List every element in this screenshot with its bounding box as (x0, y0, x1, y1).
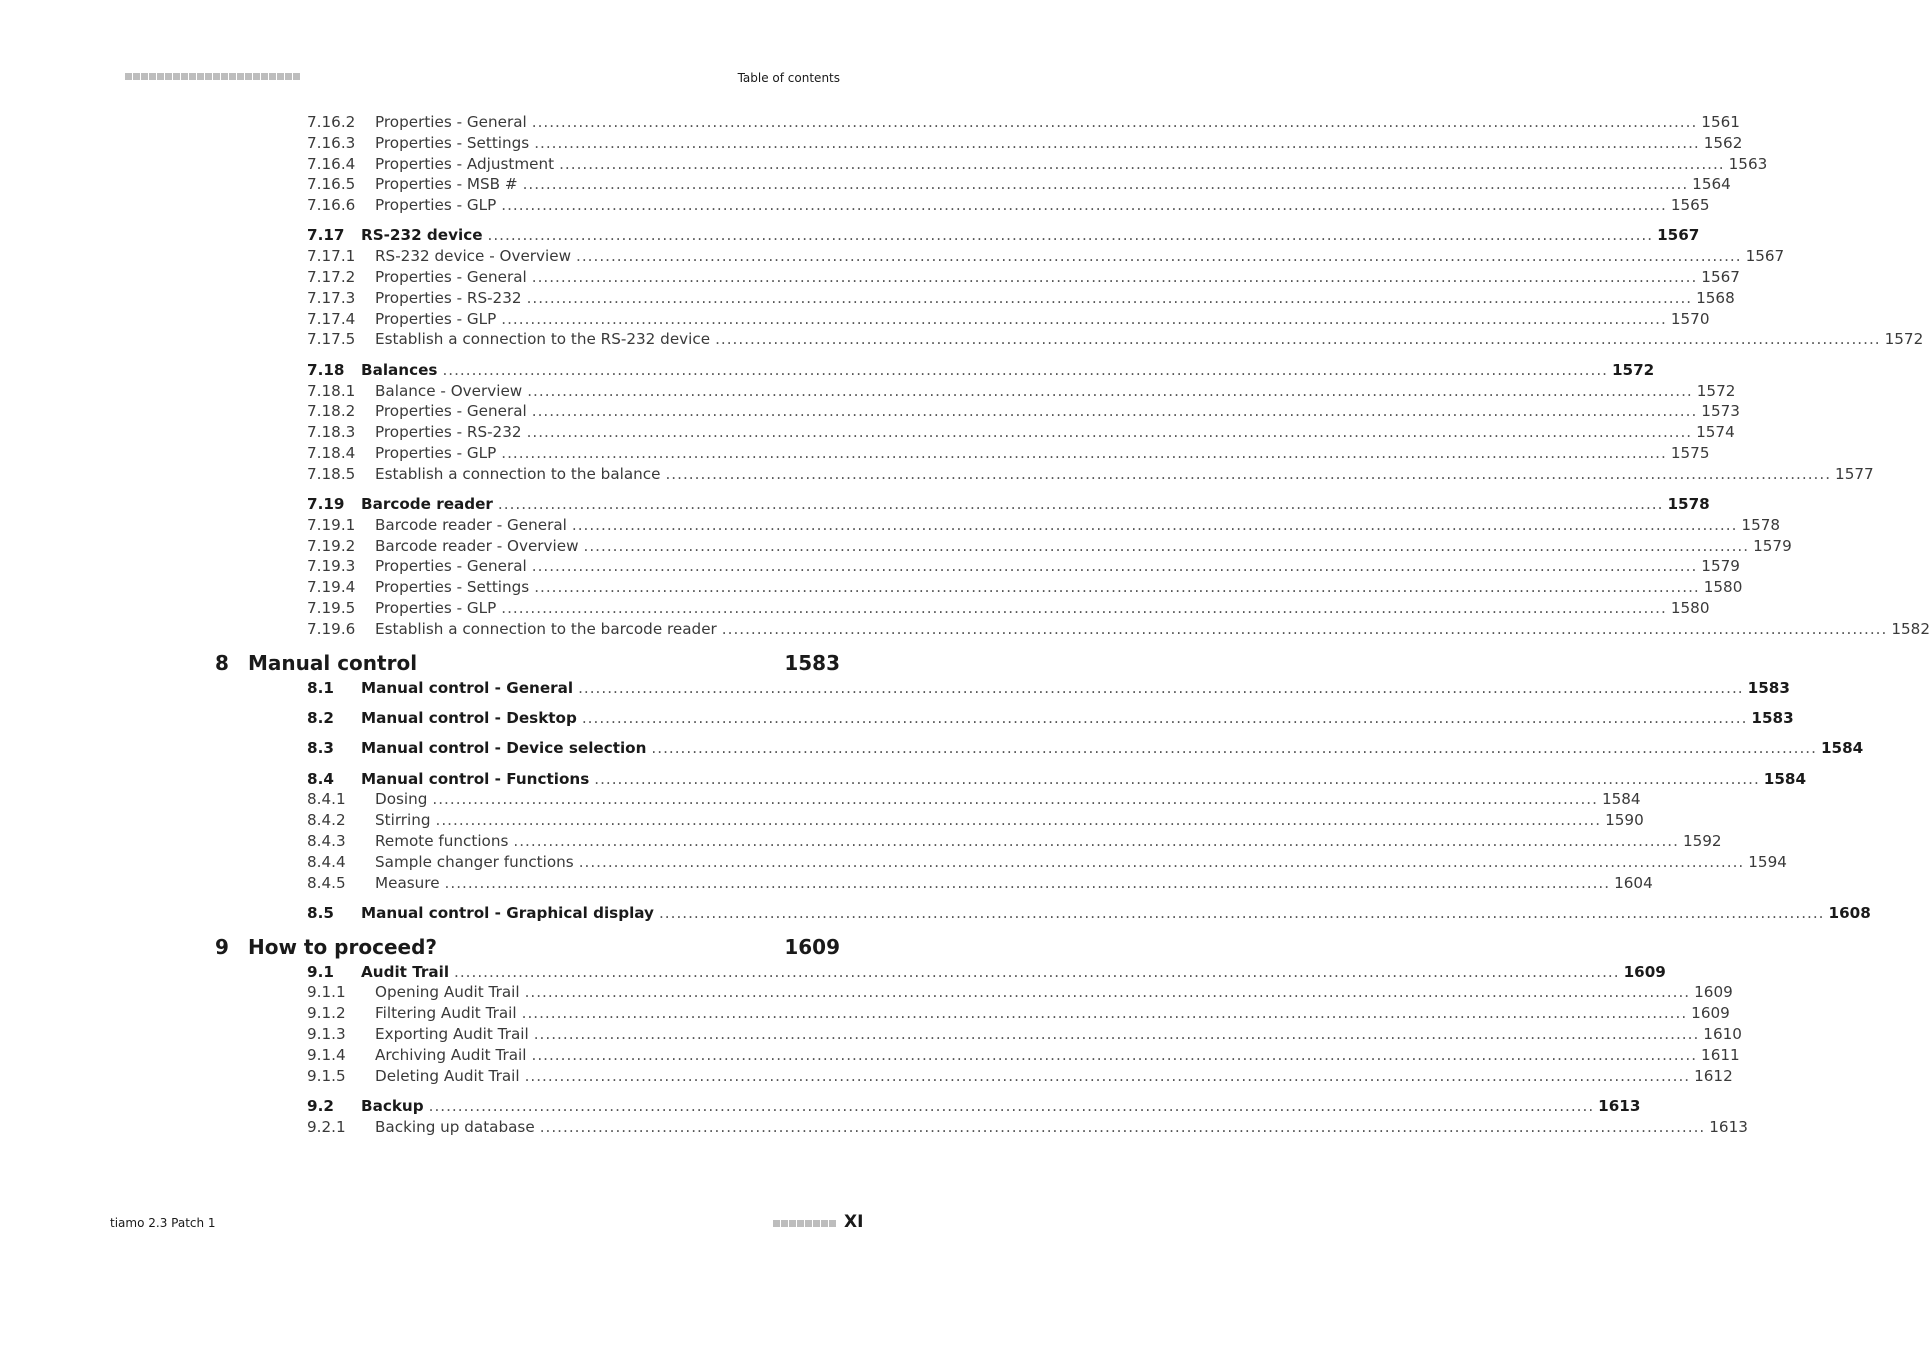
toc-entry-number: 7.19.6 (307, 619, 356, 638)
toc-entry-number: 7.18.5 (307, 464, 356, 483)
toc-section[interactable] (0, 769, 1807, 791)
toc-entry-title: Establish a connection to the RS-232 device (375, 330, 715, 348)
toc-dot-leader: ........................................................................................................................................................................................................ (432, 790, 1598, 809)
toc-subsection[interactable] (0, 175, 1731, 196)
toc-entry-page: 1579 (1697, 557, 1740, 575)
toc-subsection[interactable] (0, 557, 1740, 578)
toc-entry-title: RS-232 device - Overview (375, 247, 576, 265)
toc-subsection[interactable] (0, 1024, 1742, 1046)
toc-entry-number: 7.17 (307, 226, 345, 245)
toc-dot-leader: ........................................................................................................................................................................................................ (526, 288, 1693, 307)
toc-dot-leader: ........................................................................................................................................................................................................ (534, 133, 1700, 152)
footer-page-number: XI (844, 1212, 864, 1232)
toc-entry-page: 1583 (1744, 679, 1790, 697)
toc-dot-leader: ........................................................................................................................................................................................................ (578, 678, 1744, 697)
toc-dot-leader: ........................................................................................................................................................................................................ (428, 1096, 1595, 1115)
toc-section[interactable] (0, 962, 1666, 984)
toc-entry-title: Manual control - Functions (361, 770, 594, 788)
toc-entry-page: 1570 (1667, 310, 1710, 328)
toc-entry-title: Archiving Audit Trail (375, 1046, 532, 1064)
toc-dot-leader: ........................................................................................................................................................................................................ (526, 423, 1693, 442)
toc-entry-number: 7.17.3 (307, 288, 356, 307)
toc-entry-number: 8.1 (307, 678, 334, 697)
toc-subsection[interactable] (0, 1066, 1733, 1088)
toc-entry-title: Barcode reader - General (375, 516, 572, 534)
toc-dot-leader: ........................................................................................................................................................................................................ (487, 226, 1654, 245)
toc-subsection[interactable] (0, 1045, 1740, 1067)
toc-entry-number: 9.1 (307, 962, 334, 981)
toc-entry-page: 1567 (1653, 226, 1699, 244)
toc-dot-leader: ........................................................................................................................................................................................................ (658, 903, 1825, 922)
toc-subsection[interactable] (0, 247, 1785, 268)
toc-entry-page: 1594 (1744, 853, 1787, 871)
toc-dot-leader: ........................................................................................................................................................................................................ (581, 708, 1748, 727)
toc-subsection[interactable] (0, 599, 1710, 620)
table-of-contents (0, 113, 1930, 1138)
toc-entry-page: 1580 (1700, 578, 1743, 596)
toc-entry-title: Properties - GLP (375, 310, 501, 328)
toc-entry-number: 8.5 (307, 903, 334, 922)
toc-dot-leader: ........................................................................................................................................................................................................ (513, 831, 1679, 850)
toc-dot-leader: ........................................................................................................................................................................................................ (531, 557, 1698, 576)
toc-entry-number: 8.3 (307, 739, 334, 758)
toc-entry-number: 8.4.3 (307, 831, 346, 850)
toc-chapter-title: Manual control (248, 650, 418, 675)
toc-chapter-title: How to proceed? (248, 934, 438, 959)
toc-entry-number: 7.16.6 (307, 196, 356, 215)
toc-dot-leader: ........................................................................................................................................................................................................ (531, 113, 1698, 131)
toc-entry-number: 8.2 (307, 708, 334, 727)
toc-entry-page: 1584 (1598, 790, 1641, 808)
toc-subsection[interactable] (0, 423, 1735, 444)
toc-dot-leader: ........................................................................................................................................................................................................ (534, 578, 1700, 597)
footer-decoration (773, 1220, 836, 1227)
toc-entry-page: 1575 (1667, 444, 1710, 462)
toc-entry-page: 1564 (1688, 175, 1731, 193)
toc-subsection[interactable] (0, 133, 1743, 155)
toc-dot-leader: ........................................................................................................................................................................................................ (444, 873, 1611, 892)
toc-entry-page: 1565 (1667, 196, 1710, 214)
toc-entry-number: 7.18.4 (307, 443, 356, 462)
toc-entry-number: 8.4 (307, 769, 334, 788)
toc-entry-number: 7.16.4 (307, 154, 356, 173)
toc-entry-title: Manual control - General (361, 679, 578, 697)
toc-entry-page: 1613 (1594, 1097, 1640, 1115)
toc-dot-leader: ........................................................................................................................................................................................................ (435, 811, 1602, 830)
toc-dot-leader: ........................................................................................................................................................................................................ (531, 402, 1698, 421)
toc-section[interactable] (0, 226, 1700, 247)
toc-entry-title: Audit Trail (361, 963, 454, 981)
toc-entry-page: 1609 (1687, 1004, 1730, 1022)
toc-subsection[interactable] (0, 268, 1740, 289)
toc-dot-leader: ........................................................................................................................................................................................................ (531, 1045, 1698, 1064)
toc-entry-title: Backing up database (375, 1118, 540, 1136)
toc-dot-leader: ........................................................................................................................................................................................................ (501, 599, 1667, 618)
toc-entry-number: 7.17.4 (307, 309, 356, 328)
toc-entry-title: Properties - General (375, 557, 532, 575)
toc-dot-leader: ........................................................................................................................................................................................................ (651, 739, 1817, 758)
toc-entry-title: Stirring (375, 811, 436, 829)
toc-entry-title: Balance - Overview (375, 382, 527, 400)
toc-chapter-number: 9 (215, 934, 229, 959)
toc-entry-title: Properties - General (375, 402, 532, 420)
toc-entry-title: Establish a connection to the balance (375, 465, 665, 483)
toc-entry-page: 1612 (1690, 1067, 1733, 1085)
toc-entry-title: Properties - GLP (375, 599, 501, 617)
toc-entry-page: 1610 (1699, 1025, 1742, 1043)
toc-dot-leader: ........................................................................................................................................................................................................ (665, 464, 1832, 483)
toc-subsection[interactable] (0, 578, 1743, 599)
toc-entry-number: 7.19.4 (307, 578, 356, 597)
toc-subsection[interactable] (0, 619, 1930, 641)
toc-entry-page: 1572 (1608, 361, 1654, 379)
toc-section[interactable] (0, 739, 1864, 760)
toc-subsection[interactable] (0, 811, 1644, 832)
toc-entry-page: 1592 (1679, 832, 1722, 850)
header-decoration (125, 73, 300, 80)
toc-entry-number: 7.16.3 (307, 133, 356, 152)
toc-entry-title: Establish a connection to the barcode reader (375, 620, 722, 638)
toc-entry-page: 1567 (1697, 268, 1740, 286)
toc-entry-page: 1608 (1825, 904, 1871, 922)
toc-entry-page: 1590 (1601, 811, 1644, 829)
toc-subsection[interactable] (0, 1004, 1730, 1025)
toc-entry-title: Properties - Settings (375, 578, 534, 596)
toc-entry-number: 7.18.3 (307, 423, 356, 442)
toc-entry-page: 1578 (1663, 495, 1709, 513)
toc-subsection[interactable] (0, 464, 1874, 486)
toc-entry-number: 7.17.2 (307, 268, 356, 287)
toc-entry-number: 7.17.1 (307, 247, 356, 266)
toc-entry-number: 7.17.5 (307, 330, 356, 349)
toc-entry-number: 7.18 (307, 360, 345, 379)
toc-subsection[interactable] (0, 831, 1722, 853)
toc-subsection[interactable] (0, 515, 1781, 537)
toc-entry-number: 7.19.2 (307, 536, 356, 555)
toc-dot-leader: ........................................................................................................................................................................................................ (501, 443, 1667, 462)
toc-dot-leader: ........................................................................................................................................................................................................ (583, 536, 1750, 555)
toc-subsection[interactable] (0, 330, 1924, 351)
toc-entry-number: 7.16.2 (307, 113, 356, 131)
toc-subsection[interactable] (0, 288, 1735, 310)
toc-entry-page: 1578 (1737, 516, 1780, 534)
toc-entry-number: 7.19.5 (307, 599, 356, 618)
toc-entry-page: 1584 (1760, 770, 1806, 788)
toc-dot-leader: ........................................................................................................................................................................................................ (521, 1004, 1688, 1023)
toc-entry-page: 1609 (1620, 963, 1666, 981)
toc-dot-leader: ........................................................................................................................................................................................................ (533, 1024, 1700, 1043)
toc-entry-page: 1604 (1610, 874, 1653, 892)
toc-chapter-page: 1609 (784, 934, 840, 959)
toc-entry-number: 7.18.2 (307, 402, 356, 421)
toc-subsection[interactable] (0, 309, 1710, 331)
toc-entry-title: Sample changer functions (375, 853, 579, 871)
toc-subsection[interactable] (0, 402, 1740, 423)
toc-entry-title: Remote functions (375, 832, 513, 850)
toc-entry-number: 8.4.5 (307, 873, 346, 892)
toc-entry-page: 1567 (1742, 247, 1785, 265)
toc-dot-leader: ........................................................................................................................................................................................................ (454, 962, 1620, 981)
toc-entry-number: 7.18.1 (307, 381, 356, 400)
toc-dot-leader: ........................................................................................................................................................................................................ (576, 247, 1742, 266)
toc-entry-title: Filtering Audit Trail (375, 1004, 522, 1022)
toc-entry-number: 8.4.1 (307, 790, 346, 809)
toc-entry-number: 8.4.4 (307, 852, 346, 871)
toc-entry-page: 1584 (1817, 739, 1863, 757)
toc-entry-number: 9.2 (307, 1096, 334, 1115)
toc-entry-title: Deleting Audit Trail (375, 1067, 525, 1085)
toc-entry-title: Barcode reader - Overview (375, 537, 584, 555)
toc-chapter[interactable] (0, 935, 954, 961)
toc-section[interactable] (0, 903, 1871, 925)
toc-entry-number: 9.2.1 (307, 1117, 346, 1136)
toc-entry-title: Properties - RS-232 (375, 423, 527, 441)
toc-subsection[interactable] (0, 443, 1710, 465)
toc-entry-title: Properties - MSB # (375, 175, 523, 193)
toc-dot-leader: ........................................................................................................................................................................................................ (571, 515, 1738, 534)
toc-entry-page: 1563 (1725, 155, 1768, 173)
toc-entry-title: Exporting Audit Trail (375, 1025, 534, 1043)
toc-entry-number: 9.1.1 (307, 983, 346, 1002)
toc-entry-title: Properties - RS-232 (375, 289, 527, 307)
toc-entry-number: 9.1.3 (307, 1024, 346, 1043)
toc-dot-leader: ........................................................................................................................................................................................................ (594, 769, 1760, 788)
toc-entry-page: 1580 (1667, 599, 1710, 617)
toc-subsection[interactable] (0, 381, 1736, 403)
toc-entry-title: Manual control - Graphical display (361, 904, 659, 922)
toc-chapter-page: 1583 (784, 650, 840, 675)
toc-entry-page: 1573 (1697, 402, 1740, 420)
toc-dot-leader: ........................................................................................................................................................................................................ (501, 196, 1667, 215)
toc-dot-leader: ........................................................................................................................................................................................................ (524, 983, 1691, 1002)
toc-dot-leader: ........................................................................................................................................................................................................ (715, 330, 1881, 349)
toc-section[interactable] (0, 678, 1790, 700)
toc-dot-leader: ........................................................................................................................................................................................................ (531, 268, 1698, 287)
footer-product: tiamo 2.3 Patch 1 (110, 1216, 216, 1230)
toc-entry-number: 9.1.5 (307, 1066, 346, 1085)
toc-section[interactable] (0, 708, 1794, 730)
toc-entry-page: 1577 (1831, 465, 1874, 483)
toc-dot-leader: ........................................................................................................................................................................................................ (559, 154, 1725, 173)
toc-entry-title: Backup (361, 1097, 429, 1115)
toc-entry-page: 1572 (1693, 382, 1736, 400)
toc-chapter-number: 8 (215, 650, 229, 675)
toc-entry-title: Properties - GLP (375, 196, 501, 214)
toc-subsection[interactable] (0, 983, 1733, 1004)
toc-dot-leader: ........................................................................................................................................................................................................ (501, 309, 1667, 328)
toc-entry-title: Dosing (375, 790, 432, 808)
toc-chapter[interactable] (0, 651, 954, 677)
toc-entry-page: 1562 (1700, 134, 1743, 152)
toc-dot-leader: ........................................................................................................................................................................................................ (721, 619, 1888, 638)
toc-entry-number: 9.1.2 (307, 1004, 346, 1023)
toc-entry-page: 1561 (1697, 113, 1740, 131)
toc-section[interactable] (0, 495, 1710, 516)
toc-entry-title: Opening Audit Trail (375, 983, 525, 1001)
toc-entry-title: Properties - General (375, 113, 532, 131)
toc-entry-page: 1568 (1692, 289, 1735, 307)
toc-entry-number: 7.19.1 (307, 515, 356, 534)
toc-entry-title: Properties - GLP (375, 444, 501, 462)
toc-subsection[interactable] (0, 790, 1641, 811)
toc-entry-page: 1583 (1747, 709, 1793, 727)
toc-dot-leader: ........................................................................................................................................................................................................ (497, 495, 1664, 514)
toc-dot-leader: ........................................................................................................................................................................................................ (442, 360, 1608, 379)
toc-subsection[interactable] (0, 536, 1792, 558)
toc-section[interactable] (0, 360, 1655, 382)
toc-entry-number: 7.19.3 (307, 557, 356, 576)
toc-entry-title: Barcode reader (361, 495, 498, 513)
toc-dot-leader: ........................................................................................................................................................................................................ (578, 852, 1745, 871)
toc-entry-number: 8.4.2 (307, 811, 346, 830)
toc-entry-page: 1574 (1692, 423, 1735, 441)
toc-entry-page: 1572 (1881, 330, 1924, 348)
toc-section[interactable] (0, 1096, 1641, 1118)
toc-entry-number: 7.16.5 (307, 175, 356, 194)
toc-entry-title: Measure (375, 874, 445, 892)
toc-subsection[interactable] (0, 873, 1653, 895)
toc-dot-leader: ........................................................................................................................................................................................................ (539, 1117, 1706, 1136)
toc-entry-page: 1609 (1690, 983, 1733, 1001)
toc-entry-page: 1582 (1887, 620, 1930, 638)
toc-entry-title: Manual control - Device selection (361, 739, 651, 757)
header-section-title: Table of contents (737, 71, 840, 85)
toc-dot-leader: ........................................................................................................................................................................................................ (527, 381, 1693, 400)
toc-entry-number: 7.19 (307, 495, 345, 514)
toc-entry-title: Properties - Settings (375, 134, 534, 152)
toc-subsection[interactable] (0, 154, 1768, 176)
toc-subsection[interactable] (0, 1117, 1748, 1139)
toc-entry-title: Properties - Adjustment (375, 155, 559, 173)
toc-entry-page: 1611 (1697, 1046, 1740, 1064)
toc-subsection[interactable] (0, 113, 1740, 134)
toc-dot-leader: ........................................................................................................................................................................................................ (522, 175, 1689, 194)
toc-subsection[interactable] (0, 852, 1787, 874)
toc-entry-title: Manual control - Desktop (361, 709, 582, 727)
toc-subsection[interactable] (0, 196, 1710, 217)
toc-entry-page: 1579 (1749, 537, 1792, 555)
toc-entry-number: 9.1.4 (307, 1045, 346, 1064)
toc-entry-title: Balances (361, 361, 442, 379)
toc-entry-title: RS-232 device (361, 226, 488, 244)
toc-entry-page: 1613 (1705, 1118, 1748, 1136)
toc-entry-title: Properties - General (375, 268, 532, 286)
toc-dot-leader: ........................................................................................................................................................................................................ (524, 1066, 1691, 1085)
